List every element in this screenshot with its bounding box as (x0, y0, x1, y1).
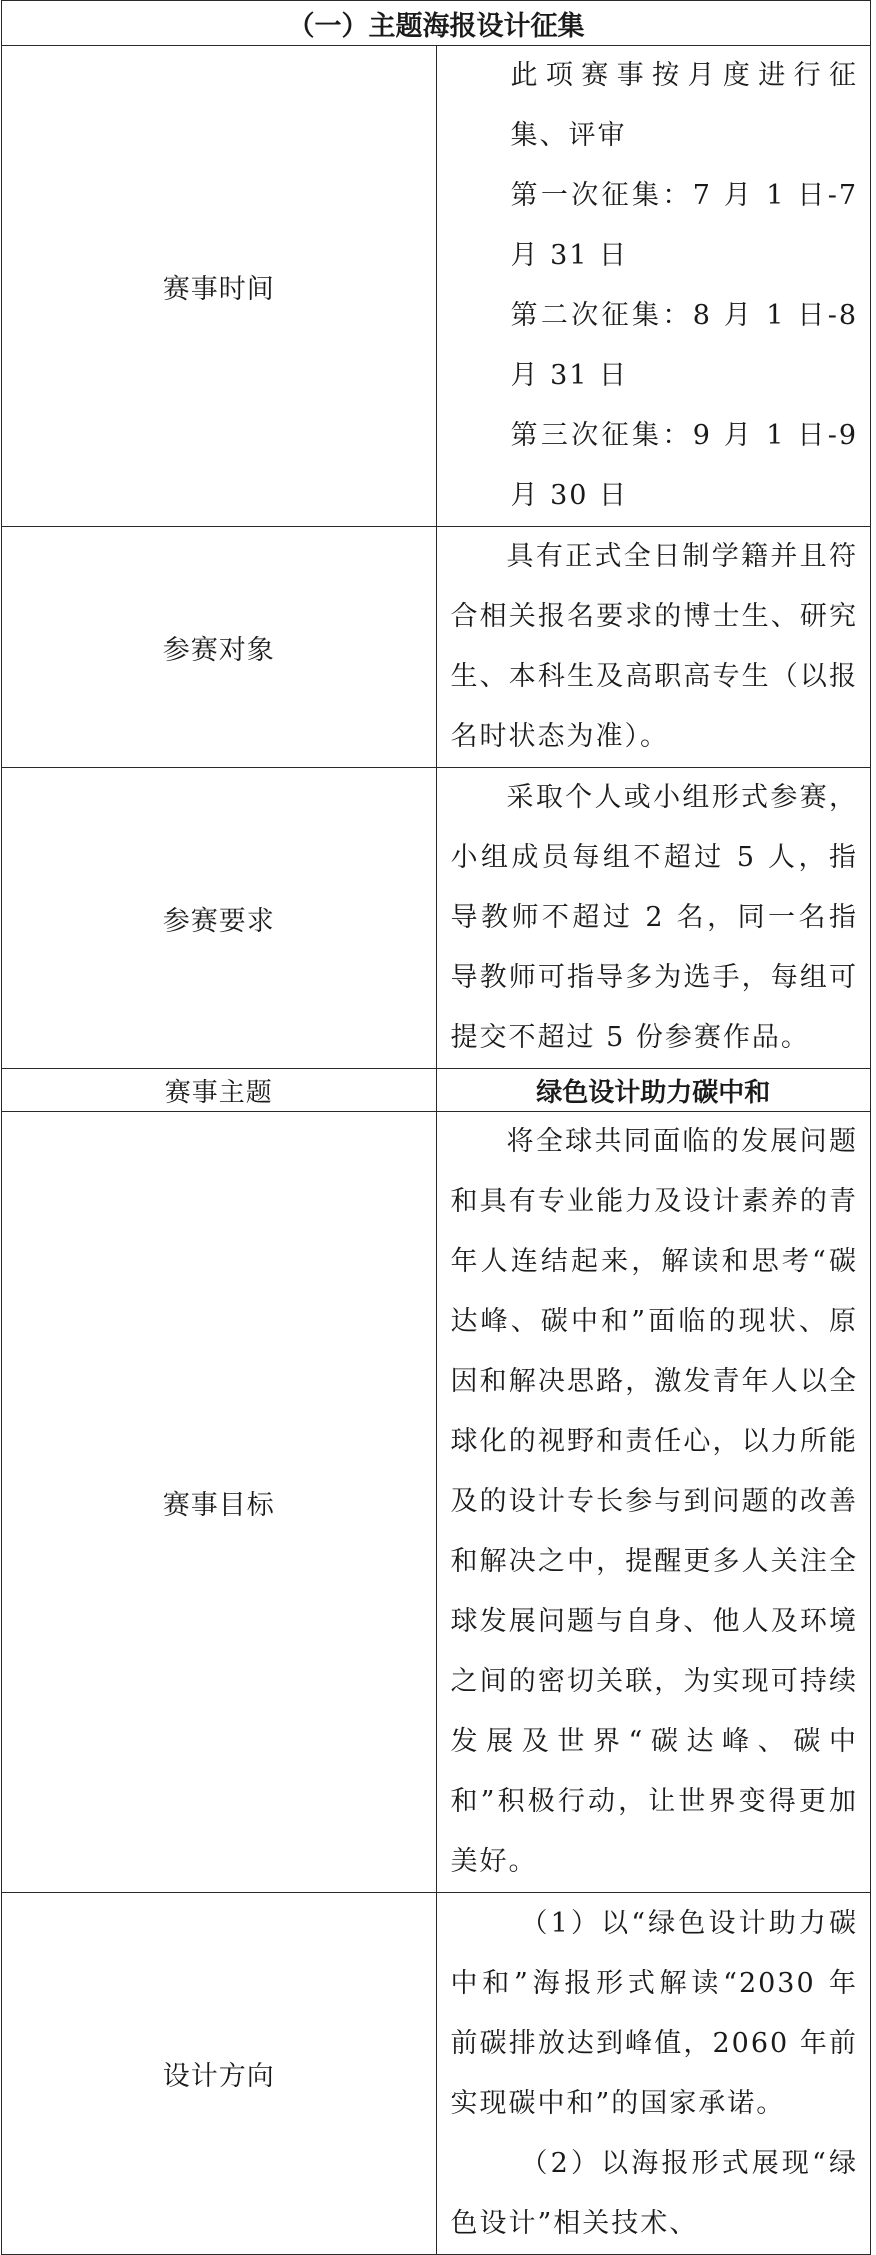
direction-label: 设计方向 (2, 1893, 437, 2255)
competition-info-table (1, 0, 871, 2255)
direction-item-2: （2）以海报形式展现“绿色设计”相关技术、 (450, 2148, 858, 2239)
target-row (2, 527, 871, 768)
time-line: 此项赛事按月度进行征集、评审 (510, 60, 858, 151)
section-title-row (2, 1, 871, 46)
goal-text: 将全球共同面临的发展问题和具有专业能力及设计素养的青年人连结起来，解读和思考“碳达峰、碳中和”面临的现状、原因和解决思路，激发青年人以全球化的视野和责任心，以力所能及的设计专长参与到问题的改善和解决之中，提醒更多人关注全球发展问题与自身、他人及环境之间的密切关联，为实现可持续发展及世界“碳达峰、碳中和”积极行动，让世界变得更加美好。 (450, 1126, 858, 1877)
requirement-row (2, 768, 871, 1069)
time-line: 第一次征集：7 月 1 日-7 月 31 日 (510, 180, 858, 271)
direction-content (436, 1893, 871, 2255)
theme-value: 绿色设计助力碳中和 (436, 1069, 871, 1112)
theme-label: 赛事主题 (2, 1069, 437, 1112)
goal-content (436, 1112, 871, 1893)
goal-label: 赛事目标 (2, 1112, 437, 1893)
time-line: 第二次征集：8 月 1 日-8 月 31 日 (510, 300, 858, 391)
time-row (2, 46, 871, 527)
target-label: 参赛对象 (2, 527, 437, 768)
time-label: 赛事时间 (2, 46, 437, 527)
requirement-content (436, 768, 871, 1069)
theme-row (2, 1069, 871, 1112)
requirement-label: 参赛要求 (2, 768, 437, 1069)
time-content (436, 46, 871, 527)
time-line: 第三次征集：9 月 1 日-9 月 30 日 (510, 420, 858, 511)
direction-row (2, 1893, 871, 2255)
section-title: （一）主题海报设计征集 (2, 1, 871, 46)
goal-row (2, 1112, 871, 1893)
target-content (436, 527, 871, 768)
target-text: 具有正式全日制学籍并且符合相关报名要求的博士生、研究生、本科生及高职高专生（以报名时状态为准）。 (450, 541, 858, 752)
requirement-text: 采取个人或小组形式参赛，小组成员每组不超过 5 人，指导教师不超过 2 名，同一名指导教师可指导多为选手，每组可提交不超过 5 份参赛作品。 (450, 782, 858, 1053)
direction-item-1: （1）以“绿色设计助力碳中和”海报形式解读“2030 年前碳排放达到峰值，2060 年前实现碳中和”的国家承诺。 (450, 1908, 858, 2119)
